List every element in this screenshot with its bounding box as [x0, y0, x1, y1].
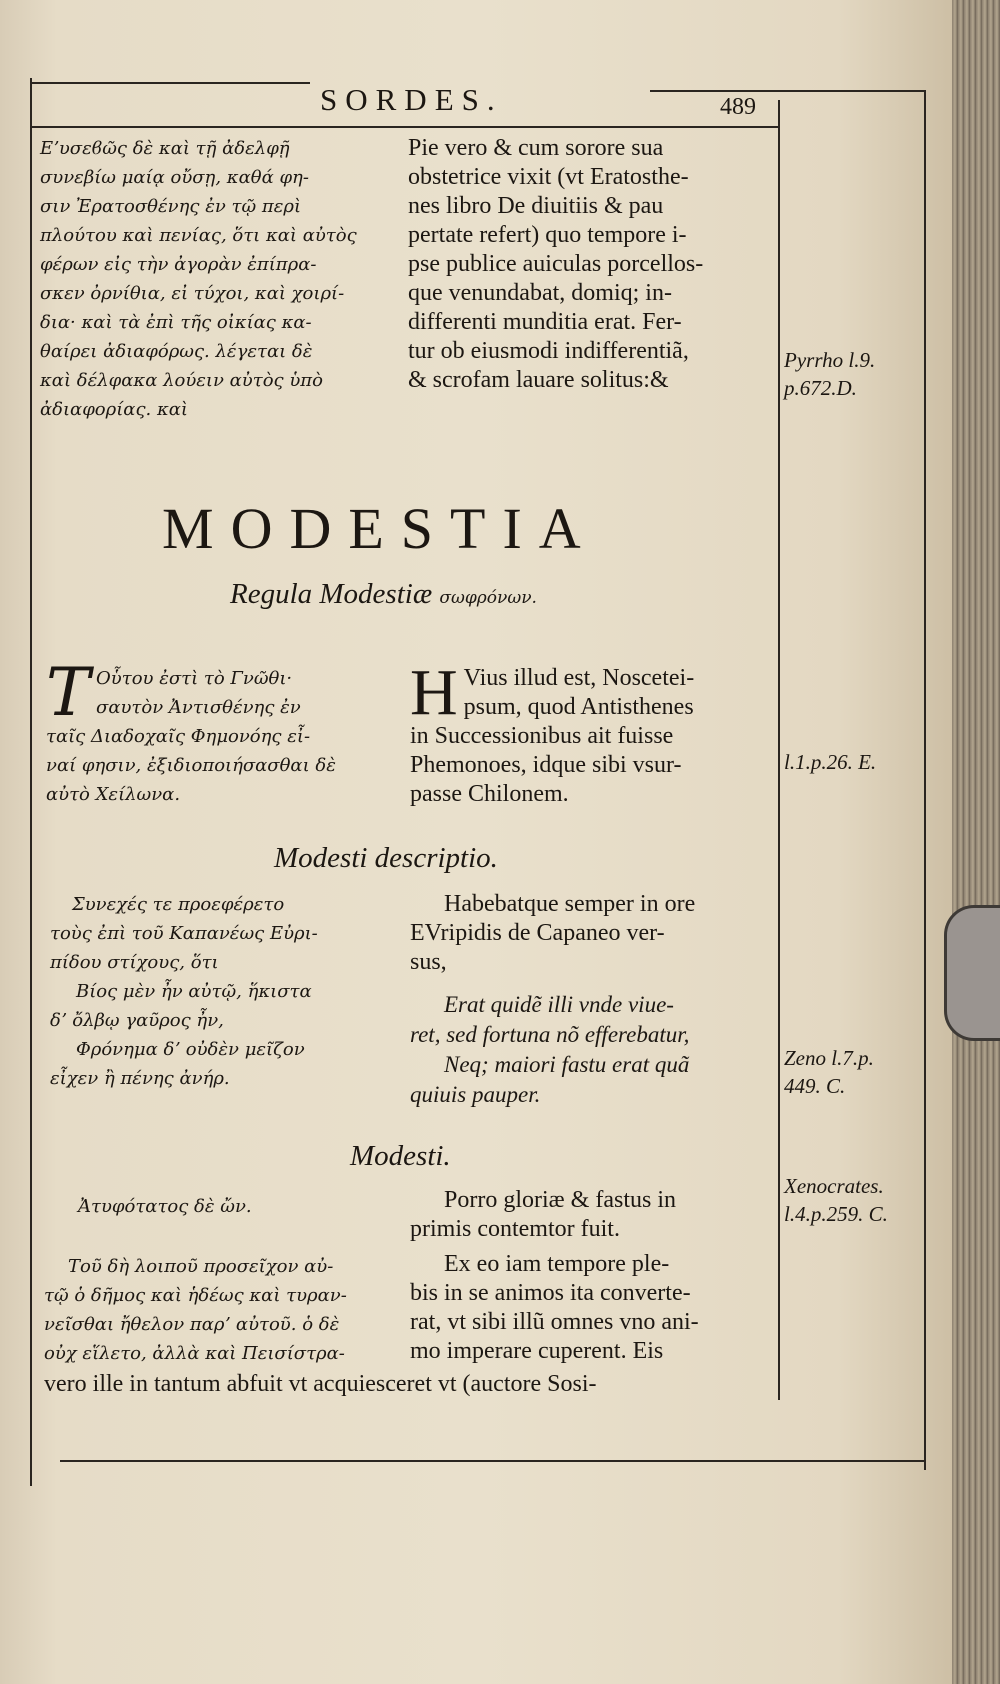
thumb-index-tab — [944, 905, 1000, 1041]
greek-line: θαίρει ἀδιαφόρως. λέγεται δὲ — [40, 341, 313, 362]
latin-line: rat, vt sibi illũ omnes vno ani- — [410, 1309, 699, 1335]
margin-line: Xenocrates. — [784, 1174, 884, 1198]
running-head: SORDES. — [320, 82, 503, 117]
greek-line: ταῖς Διαδοχαῖς Φημονόης εἶ- — [46, 726, 311, 747]
page-number: 489 — [720, 94, 756, 120]
greek-line: Συνεχές τε προεφέρετο — [72, 894, 285, 915]
greek-line: καὶ δέλφακα λούειν αὐτὸς ὑπὸ — [40, 370, 323, 391]
latin-verse-3 — [410, 990, 776, 1110]
latin-column-3 — [410, 890, 776, 977]
greek-line: νεῖσθαι ἤθελον παρʼ αὐτοῦ. ὁ δὲ — [44, 1314, 340, 1335]
greek-line: δʼ ὄλβῳ γαῦρος ἦν, — [50, 1010, 224, 1031]
margin-line: l.1.p.26. E. — [784, 750, 877, 774]
greek-line: δια· καὶ τὰ ἐπὶ τῆς οἰκίας κα- — [40, 312, 312, 333]
greek-line: σιν Ἐρατοσθένης ἐν τῷ περὶ — [40, 196, 302, 217]
margin-line: p.672.D. — [784, 376, 857, 400]
latin-line: Porro gloriæ & fastus in — [444, 1187, 676, 1213]
margin-line: l.4.p.259. C. — [784, 1202, 888, 1226]
latin-column-4b — [410, 1250, 776, 1366]
margin-note-zeno — [784, 1044, 874, 1100]
greek-line: Εʼυσεϐῶς δὲ καὶ τῇ ἀδελφῇ — [40, 138, 290, 159]
latin-line: Ex eo iam tempore ple- — [444, 1251, 670, 1277]
greek-line: ἀδιαφορίας. καὶ — [40, 399, 188, 420]
bottom-rule — [60, 1460, 926, 1462]
latin-line: EVripidis de Capaneo ver- — [410, 920, 665, 946]
regula-greek: σωφρόνων. — [439, 588, 537, 608]
latin-line: vero ille in tantum abfuit vt acquiesceret vt (auctore Sosi- — [44, 1371, 597, 1397]
latin-line: obstetrice vixit (vt Eratosthe- — [408, 164, 689, 190]
margin-line: Pyrrho l.9. — [784, 348, 876, 372]
greek-line: τοὺς ἐπὶ τοῦ Καπανέως Εὐρι- — [50, 923, 318, 944]
greek-line: εἶχεν ἢ πένης ἀνήρ. — [50, 1068, 230, 1089]
latin-line: psum, quod Antisthenes — [463, 694, 694, 720]
latin-column-2 — [410, 656, 776, 809]
greek-column-3 — [50, 890, 400, 1093]
latin-line: differenti munditia erat. Fer- — [408, 309, 682, 335]
greek-line: τῷ ὁ δῆμος καὶ ἡδέως καὶ τυραν- — [44, 1285, 347, 1306]
page-edges — [952, 0, 1000, 1684]
greek-line: συνεβίω μαίᾳ οὔσῃ, καθά φη- — [40, 167, 309, 188]
latin-line: Habebatque semper in ore — [444, 891, 696, 917]
regula-heading — [230, 578, 537, 611]
latin-verse-line: quiuis pauper. — [410, 1082, 541, 1107]
latin-line: nes libro De diuitiis & pau — [408, 193, 664, 219]
latin-line: tur ob eiusmodi indifferentiã, — [408, 338, 689, 364]
latin-verse-line: Erat quidẽ illi vnde viue- — [444, 992, 674, 1017]
greek-line: αὐτὸ Χείλωνα. — [46, 784, 181, 805]
latin-line: primis contemtor fuit. — [410, 1216, 620, 1242]
latin-drop-cap: H — [410, 656, 458, 729]
margin-note-pyrrho — [784, 346, 875, 402]
latin-line: pse publice auiculas porcellos- — [408, 251, 704, 277]
latin-column-1 — [408, 134, 774, 395]
latin-line: que venundabat, domiq; in- — [408, 280, 672, 306]
greek-line: πίδου στίχους, ὅτι — [50, 952, 219, 973]
full-width-line — [44, 1370, 776, 1399]
greek-line: ναί φησιν, ἐξιδιοποιήσασθαι δὲ — [46, 755, 336, 776]
greek-line-4a — [78, 1192, 398, 1221]
greek-line: οὐχ εἵλετο, ἀλλὰ καὶ Πεισίστρα- — [44, 1343, 345, 1364]
descriptio-heading: Modesti descriptio. — [274, 842, 498, 874]
greek-line: Ἀτυφότατος δὲ ὤν. — [78, 1196, 252, 1217]
latin-line: & scrofam lauare solitus:& — [408, 367, 669, 393]
header-rule-left — [30, 82, 310, 84]
greek-line: πλούτου καὶ πενίας, ὅτι καὶ αὐτὸς — [40, 225, 357, 246]
latin-line: Phemonoes, idque sibi vsur- — [410, 752, 682, 778]
margin-rule — [778, 100, 780, 1400]
latin-line: passe Chilonem. — [410, 781, 569, 807]
margin-note-ref-1 — [784, 748, 876, 776]
regula-latin: Regula Modestiæ — [230, 578, 433, 610]
top-rule — [30, 126, 778, 128]
greek-drop-cap: Τ — [46, 654, 91, 731]
latin-line: bis in se animos ita converte- — [410, 1280, 691, 1306]
section-title: MODESTIA — [162, 496, 598, 561]
left-border-rule — [30, 78, 32, 1486]
right-border-rule — [924, 90, 926, 1470]
latin-line: Pie vero & cum sorore sua — [408, 135, 664, 161]
latin-verse-line: Neq; maiori fastu erat quã — [444, 1052, 690, 1077]
greek-line: Οὗτου ἐστὶ τὸ Γνῶθι· — [96, 668, 293, 689]
greek-line: Τοῦ δὴ λοιποῦ προσεῖχον αὐ- — [68, 1256, 334, 1277]
latin-line: Vius illud est, Noscetei- — [463, 665, 695, 691]
greek-line: Βίος μὲν ἦν αὐτῷ, ἥκιστα — [76, 981, 312, 1002]
margin-note-xenocrates — [784, 1172, 888, 1228]
latin-column-4a — [410, 1186, 776, 1244]
greek-line: Φρόνημα δʼ οὐδὲν μεῖζον — [76, 1039, 305, 1060]
greek-column-4b — [44, 1252, 400, 1368]
latin-line: pertate refert) quo tempore i- — [408, 222, 687, 248]
modesti-heading: Modesti. — [350, 1140, 451, 1172]
latin-line: mo imperare cuperent. Eis — [410, 1338, 664, 1364]
greek-column-2 — [46, 654, 386, 809]
margin-line: 449. C. — [784, 1074, 846, 1098]
latin-verse-line: ret, sed fortuna nõ efferebatur, — [410, 1022, 690, 1047]
latin-line: in Successionibus ait fuisse — [410, 723, 674, 749]
greek-line: σκεν ὀρνίθια, εἰ τύχοι, καὶ χοιρί- — [40, 283, 345, 304]
margin-line: Zeno l.7.p. — [784, 1046, 874, 1070]
header-rule-right — [650, 90, 925, 92]
greek-line: σαυτὸν Ἀντισθένης ἐν — [96, 697, 301, 718]
greek-column-1 — [40, 134, 400, 424]
greek-line: φέρων εἰς τὴν ἀγορὰν ἐπίπρα- — [40, 254, 317, 275]
latin-line: sus, — [410, 949, 447, 975]
